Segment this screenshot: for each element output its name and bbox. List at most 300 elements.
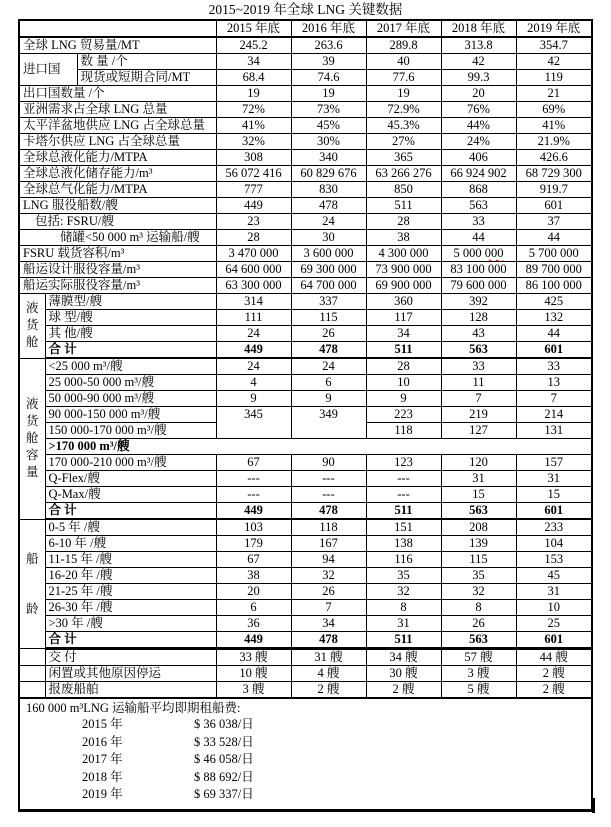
cell-value: 511 bbox=[366, 342, 441, 359]
cell-value: 601 bbox=[516, 503, 592, 520]
row-label: 薄膜型/艘 bbox=[45, 294, 216, 310]
table-row bbox=[19, 102, 592, 118]
table-row bbox=[19, 600, 592, 616]
cell-value: 24 bbox=[291, 214, 366, 230]
footer-year: 2019 年 bbox=[82, 787, 123, 801]
cell-value: 449 bbox=[216, 342, 291, 359]
table-row bbox=[19, 70, 592, 86]
cell-value: 68.4 bbox=[216, 70, 291, 86]
cell-value: 26 bbox=[291, 326, 366, 342]
cell-value: 31 艘 bbox=[291, 649, 366, 666]
year-header-2018: 2018 年底 bbox=[441, 20, 516, 37]
cell-value: 90 bbox=[291, 455, 366, 471]
row-label: 90 000-150 000 m³/艘 bbox=[45, 407, 216, 423]
cell-value: 153 bbox=[516, 552, 592, 568]
cell-value: 263.6 bbox=[291, 37, 366, 54]
cell-value bbox=[19, 682, 45, 699]
row-label: <25 000 m³/艘 bbox=[45, 358, 216, 375]
cell-value: 120 bbox=[441, 455, 516, 471]
table-row bbox=[19, 198, 592, 214]
cell-value: 44 bbox=[516, 230, 592, 246]
cell-value: 15 bbox=[441, 487, 516, 503]
cell-value: 33 bbox=[516, 358, 592, 375]
cell-value: 25 bbox=[516, 616, 592, 632]
cell-value: 27% bbox=[366, 134, 441, 150]
cell-value: 19 bbox=[216, 86, 291, 102]
cell-value: 33 艘 bbox=[216, 649, 291, 666]
cell-value: 167 bbox=[291, 536, 366, 552]
row-label: 闲置或其他原因停运 bbox=[45, 666, 216, 682]
table-row bbox=[19, 182, 592, 198]
row-label: LNG 服役船数/艘 bbox=[19, 198, 216, 214]
footer-heading: 160 000 m³LNG 运输船平均即期租船费: bbox=[26, 701, 241, 715]
cell-value: 67 bbox=[216, 455, 291, 471]
footer-note bbox=[19, 698, 592, 810]
cell-value bbox=[19, 666, 45, 682]
cell-value: 24 bbox=[291, 358, 366, 375]
cell-value: 151 bbox=[366, 519, 441, 536]
cell-value: 3 470 000 bbox=[216, 246, 291, 262]
cell-value: 365 bbox=[366, 150, 441, 166]
cell-value: 449 bbox=[216, 632, 291, 649]
cell-value: 223 bbox=[366, 407, 441, 423]
cell-value: 354.7 bbox=[516, 37, 592, 54]
cell-value: 35 bbox=[441, 568, 516, 584]
cell-value: 4 艘 bbox=[291, 666, 366, 682]
cell-value: 563 bbox=[441, 632, 516, 649]
row-label: 150 000-170 000 m³/艘 bbox=[45, 423, 216, 439]
cell-value: 10 艘 bbox=[216, 666, 291, 682]
footer-rate: $ 69 337/日 bbox=[194, 787, 254, 801]
cell-value: 208 bbox=[441, 519, 516, 536]
cell-value: 86 100 000 bbox=[516, 278, 592, 294]
cell-value: 138 bbox=[366, 536, 441, 552]
group-label-ship-age: 船龄 bbox=[19, 519, 45, 649]
cell-value: 19 bbox=[291, 86, 366, 102]
row-label: Q-Flex/艘 bbox=[45, 471, 216, 487]
table-row bbox=[19, 584, 592, 600]
table-row bbox=[19, 649, 592, 666]
cell-value: 7 bbox=[291, 600, 366, 616]
cell-value: 123 bbox=[366, 455, 441, 471]
cell-value: 118 bbox=[366, 423, 441, 439]
cell-value: 777 bbox=[216, 182, 291, 198]
table-row bbox=[19, 503, 592, 520]
cell-value: 31 bbox=[516, 471, 592, 487]
row-label: 包括: FSRU/艘 bbox=[19, 214, 216, 230]
cell-value: 63 266 276 bbox=[366, 166, 441, 182]
cell-value bbox=[19, 649, 45, 666]
cell-value: 24 bbox=[216, 326, 291, 342]
cell-value: 34 艘 bbox=[366, 649, 441, 666]
table-row bbox=[19, 150, 592, 166]
cell-value: 4 bbox=[216, 375, 291, 391]
cell-value: 36 bbox=[216, 616, 291, 632]
cell-value: 563 bbox=[441, 503, 516, 520]
cell-value: 830 bbox=[291, 182, 366, 198]
group-label-importers: 进口国 bbox=[19, 54, 77, 86]
cell-value: 41% bbox=[216, 118, 291, 134]
group-label-cargo-tank-capacity: 液货舱容量 bbox=[19, 358, 45, 519]
table-row bbox=[19, 391, 592, 407]
row-label: 6-10 年 /艘 bbox=[45, 536, 216, 552]
cell-value: 10 bbox=[516, 600, 592, 616]
cell-value: 449 bbox=[216, 198, 291, 214]
spellcheck-underline: 000 bbox=[484, 246, 504, 260]
cell-value: 28 bbox=[366, 214, 441, 230]
cell-value: --- bbox=[291, 471, 366, 487]
cell-value: 289.8 bbox=[366, 37, 441, 54]
table-row bbox=[19, 20, 592, 37]
footer-year: 2017 年 bbox=[82, 752, 123, 766]
cell-value: 349 bbox=[291, 407, 366, 439]
cell-value: 8 bbox=[441, 600, 516, 616]
cell-value: 30% bbox=[291, 134, 366, 150]
cell-value: 563 bbox=[441, 342, 516, 359]
year-header-2016: 2016 年底 bbox=[291, 20, 366, 37]
footer-rate: $ 46 058/日 bbox=[194, 752, 254, 766]
table-row bbox=[19, 375, 592, 391]
cell-value: 340 bbox=[291, 150, 366, 166]
cell-value: 850 bbox=[366, 182, 441, 198]
cell-value: 5 艘 bbox=[441, 682, 516, 699]
cell-value: 33 bbox=[441, 358, 516, 375]
cell-value: 10 bbox=[366, 375, 441, 391]
cell-value: 77.6 bbox=[366, 70, 441, 86]
cell-value: 26 bbox=[441, 616, 516, 632]
cell-value: 30 bbox=[291, 230, 366, 246]
row-label: 太平洋盆地供应 LNG 占全球总量 bbox=[19, 118, 216, 134]
row-label: 50 000-90 000 m³/艘 bbox=[45, 391, 216, 407]
cell-value: 868 bbox=[441, 182, 516, 198]
cell-value: 32% bbox=[216, 134, 291, 150]
cell-value: 20 bbox=[216, 584, 291, 600]
row-label: 合 计 bbox=[45, 503, 216, 520]
row-label: FSRU 载货容积/m³ bbox=[19, 246, 216, 262]
row-label: 25 000-50 000 m³/艘 bbox=[45, 375, 216, 391]
row-label: 数 量 /个 bbox=[77, 54, 216, 70]
cell-value: 34 bbox=[216, 54, 291, 70]
cell-value: 104 bbox=[516, 536, 592, 552]
cell-value: 511 bbox=[366, 632, 441, 649]
cell-value: 94 bbox=[291, 552, 366, 568]
cell-value: 34 bbox=[291, 616, 366, 632]
row-label: 16-20 年 /艘 bbox=[45, 568, 216, 584]
table-row bbox=[19, 166, 592, 182]
footer-year: 2016 年 bbox=[82, 734, 123, 749]
cell-value: 38 bbox=[216, 568, 291, 584]
cell-value: 117 bbox=[366, 310, 441, 326]
cell-value: 31 bbox=[366, 616, 441, 632]
cell-value: 24% bbox=[441, 134, 516, 150]
cell-value: 64 700 000 bbox=[291, 278, 366, 294]
table-row bbox=[19, 407, 592, 423]
table-row bbox=[19, 37, 592, 54]
row-label: Q-Max/艘 bbox=[45, 487, 216, 503]
cell-value: 6 bbox=[291, 375, 366, 391]
table-row bbox=[19, 134, 592, 150]
cell-value: 19 bbox=[366, 86, 441, 102]
row-label: 现货或短期合同/MT bbox=[77, 70, 216, 86]
cell-value: 4 300 000 bbox=[366, 246, 441, 262]
cell-value: 43 bbox=[441, 326, 516, 342]
table-row bbox=[19, 439, 592, 455]
cell-value: 73 900 000 bbox=[366, 262, 441, 278]
cell-value: --- bbox=[366, 471, 441, 487]
cell-value: 37 bbox=[516, 214, 592, 230]
cell-value: 601 bbox=[516, 342, 592, 359]
table-row bbox=[19, 310, 592, 326]
cell-value: 3 600 000 bbox=[291, 246, 366, 262]
cell-value: 20 bbox=[441, 86, 516, 102]
table-row bbox=[19, 682, 592, 699]
cell-value: 179 bbox=[216, 536, 291, 552]
cell-value: 56 072 416 bbox=[216, 166, 291, 182]
cell-value: 157 bbox=[516, 455, 592, 471]
row-label: 球 型/艘 bbox=[45, 310, 216, 326]
cell-value: 139 bbox=[441, 536, 516, 552]
table-row bbox=[19, 568, 592, 584]
footer-rate: $ 33 528/日 bbox=[194, 734, 254, 749]
cell-value: 426.6 bbox=[516, 150, 592, 166]
footer-line bbox=[26, 769, 585, 787]
cell-value: 2 艘 bbox=[291, 682, 366, 699]
cell-value: 11 bbox=[441, 375, 516, 391]
cell-value: 3 艘 bbox=[441, 666, 516, 682]
cell-value: 119 bbox=[516, 70, 592, 86]
table-row bbox=[19, 616, 592, 632]
table-row bbox=[19, 632, 592, 649]
cell-value: 45.3% bbox=[366, 118, 441, 134]
cell-value: 9 bbox=[216, 391, 291, 407]
cell-value: 131 bbox=[516, 423, 592, 439]
cell-value: 214 bbox=[516, 407, 592, 423]
cell-value: 308 bbox=[216, 150, 291, 166]
cell-value: 28 bbox=[366, 358, 441, 375]
cell-value: 9 bbox=[291, 391, 366, 407]
table-row bbox=[19, 54, 592, 70]
table-row bbox=[19, 294, 592, 310]
cell-value: 35 bbox=[366, 568, 441, 584]
row-label: 报废船舶 bbox=[45, 682, 216, 699]
cell-value: 7 bbox=[441, 391, 516, 407]
cell-value: 42 bbox=[516, 54, 592, 70]
table-row bbox=[19, 471, 592, 487]
cell-value: 41% bbox=[516, 118, 592, 134]
row-label: 船运实际服役容量/m³ bbox=[19, 278, 216, 294]
cell-value: 74.6 bbox=[291, 70, 366, 86]
cell-value: 69% bbox=[516, 102, 592, 118]
row-label: 合 计 bbox=[45, 632, 216, 649]
cell-value: 32 bbox=[291, 568, 366, 584]
footer-line bbox=[26, 716, 585, 734]
cell-value: 103 bbox=[216, 519, 291, 536]
cell-value: 118 bbox=[291, 519, 366, 536]
row-label: 卡塔尔供应 LNG 占全球总量 bbox=[19, 134, 216, 150]
table-row bbox=[19, 118, 592, 134]
cell-value: 38 bbox=[366, 230, 441, 246]
cell-value: 478 bbox=[291, 342, 366, 359]
year-header-2015: 2015 年底 bbox=[216, 20, 291, 37]
cell-value: 128 bbox=[441, 310, 516, 326]
cell-value: 2 艘 bbox=[516, 682, 592, 699]
row-label: 0-5 年 /艘 bbox=[45, 519, 216, 536]
cell-value: 919.7 bbox=[516, 182, 592, 198]
cell-value: 406 bbox=[441, 150, 516, 166]
cell-value: 392 bbox=[441, 294, 516, 310]
cell-value: 601 bbox=[516, 632, 592, 649]
cell-value: 511 bbox=[366, 503, 441, 520]
cell-value: 5 000 000 bbox=[441, 246, 516, 262]
row-label: 全球总液化储存能力/m³ bbox=[19, 166, 216, 182]
cell-value: 79 600 000 bbox=[441, 278, 516, 294]
row-label: 11-15 年 /艘 bbox=[45, 552, 216, 568]
group-label-cargo-tank-type: 液货舱 bbox=[19, 294, 45, 359]
year-header-2017: 2017 年底 bbox=[366, 20, 441, 37]
row-label bbox=[19, 20, 216, 37]
cell-value: 511 bbox=[366, 198, 441, 214]
cell-value: 233 bbox=[516, 519, 592, 536]
cell-value: --- bbox=[216, 487, 291, 503]
cell-value: 44 bbox=[516, 326, 592, 342]
table-row bbox=[19, 230, 592, 246]
page-title: 2015~2019 年全球 LNG 关键数据 bbox=[208, 2, 403, 17]
cell-value: 89 700 000 bbox=[516, 262, 592, 278]
cell-value: 21.9% bbox=[516, 134, 592, 150]
cell-value: 26 bbox=[291, 584, 366, 600]
cell-value: 67 bbox=[216, 552, 291, 568]
table-row bbox=[19, 326, 592, 342]
table-row bbox=[19, 455, 592, 471]
cell-value: 33 bbox=[441, 214, 516, 230]
table-row bbox=[19, 536, 592, 552]
table-row bbox=[19, 86, 592, 102]
footer-line bbox=[26, 786, 585, 804]
cell-value: 7 bbox=[516, 391, 592, 407]
cell-value: 5 700 000 bbox=[516, 246, 592, 262]
cell-value: 44 bbox=[441, 230, 516, 246]
cell-value: 313.8 bbox=[441, 37, 516, 54]
footer-line bbox=[26, 734, 585, 752]
cell-value: 57 艘 bbox=[441, 649, 516, 666]
cell-value: 63 300 000 bbox=[216, 278, 291, 294]
row-label: 储罐<50 000 m³ 运输船/艘 bbox=[19, 230, 216, 246]
row-label: 21-25 年 /艘 bbox=[45, 584, 216, 600]
table-row bbox=[19, 666, 592, 682]
cell-value: 44 艘 bbox=[516, 649, 592, 666]
cell-value: 69 300 000 bbox=[291, 262, 366, 278]
table-row bbox=[19, 552, 592, 568]
row-label: 全球 LNG 贸易量/MT bbox=[19, 37, 216, 54]
row-label: 全球总液化能力/MTPA bbox=[19, 150, 216, 166]
cell-value: 219 bbox=[441, 407, 516, 423]
row-label: >30 年 /艘 bbox=[45, 616, 216, 632]
row-label: 船运设计服役容量/m³ bbox=[19, 262, 216, 278]
text-cursor bbox=[592, 798, 595, 813]
cell-value: 601 bbox=[516, 198, 592, 214]
cell-value: 115 bbox=[291, 310, 366, 326]
cell-value: 40 bbox=[366, 54, 441, 70]
row-label: 26-30 年 /艘 bbox=[45, 600, 216, 616]
cell-value: 425 bbox=[516, 294, 592, 310]
cell-value: 8 bbox=[366, 600, 441, 616]
table-row bbox=[19, 246, 592, 262]
cell-value: 13 bbox=[516, 375, 592, 391]
cell-value: 360 bbox=[366, 294, 441, 310]
table-row bbox=[19, 519, 592, 536]
cell-value: 563 bbox=[441, 198, 516, 214]
cell-value: 60 829 676 bbox=[291, 166, 366, 182]
table-row bbox=[19, 487, 592, 503]
cell-value: 31 bbox=[441, 471, 516, 487]
table-row bbox=[19, 342, 592, 359]
cell-value: 337 bbox=[291, 294, 366, 310]
cell-value: 6 bbox=[216, 600, 291, 616]
cell-value: 32 bbox=[366, 584, 441, 600]
cell-value: 449 bbox=[216, 503, 291, 520]
row-label: 合 计 bbox=[45, 342, 216, 359]
footer-year: 2015 年 bbox=[82, 717, 123, 731]
cell-value: 34 bbox=[366, 326, 441, 342]
cell-value: 127 bbox=[441, 423, 516, 439]
cell-value: 39 bbox=[291, 54, 366, 70]
cell-value: 69 900 000 bbox=[366, 278, 441, 294]
row-label: 交 付 bbox=[45, 649, 216, 666]
cell-value: 99.3 bbox=[441, 70, 516, 86]
cell-value: 72.9% bbox=[366, 102, 441, 118]
cell-value: 115 bbox=[441, 552, 516, 568]
cell-value: --- bbox=[216, 471, 291, 487]
footer-year: 2018 年 bbox=[82, 769, 123, 784]
cell-value: 132 bbox=[516, 310, 592, 326]
cell-value: 9 bbox=[366, 391, 441, 407]
table-row bbox=[19, 262, 592, 278]
footer-line bbox=[26, 751, 585, 769]
cell-value: 23 bbox=[216, 214, 291, 230]
cell-value: 111 bbox=[216, 310, 291, 326]
cell-value: 28 bbox=[216, 230, 291, 246]
cell-value: 2 艘 bbox=[366, 682, 441, 699]
table-row bbox=[19, 278, 592, 294]
cell-value: 31 bbox=[516, 584, 592, 600]
cell-value: 116 bbox=[366, 552, 441, 568]
table-row bbox=[19, 698, 592, 810]
cell-value: 32 bbox=[441, 584, 516, 600]
footer-rate: $ 88 692/日 bbox=[194, 769, 254, 784]
cell-value: 478 bbox=[291, 198, 366, 214]
year-header-2019: 2019 年底 bbox=[516, 20, 592, 37]
footer-rate: $ 36 038/日 bbox=[194, 717, 254, 731]
table-row bbox=[19, 214, 592, 230]
cell-value: 478 bbox=[291, 632, 366, 649]
cell-value: 24 bbox=[216, 358, 291, 375]
cell-value: 45% bbox=[291, 118, 366, 134]
cell-value: 314 bbox=[216, 294, 291, 310]
cell-value: 245.2 bbox=[216, 37, 291, 54]
cell-value: 30 艘 bbox=[366, 666, 441, 682]
cell-value: --- bbox=[291, 487, 366, 503]
cell-value: 44% bbox=[441, 118, 516, 134]
cell-value: 15 bbox=[516, 487, 592, 503]
cell-value: 76% bbox=[441, 102, 516, 118]
row-label: 170 000-210 000 m³/艘 bbox=[45, 455, 216, 471]
cell-value: 68 729 300 bbox=[516, 166, 592, 182]
cell-value: 66 924 902 bbox=[441, 166, 516, 182]
cell-value: --- bbox=[366, 487, 441, 503]
row-label: 出口国数量 /个 bbox=[19, 86, 216, 102]
row-label: >170 000 m³/艘 bbox=[45, 439, 592, 455]
cell-value: 21 bbox=[516, 86, 592, 102]
